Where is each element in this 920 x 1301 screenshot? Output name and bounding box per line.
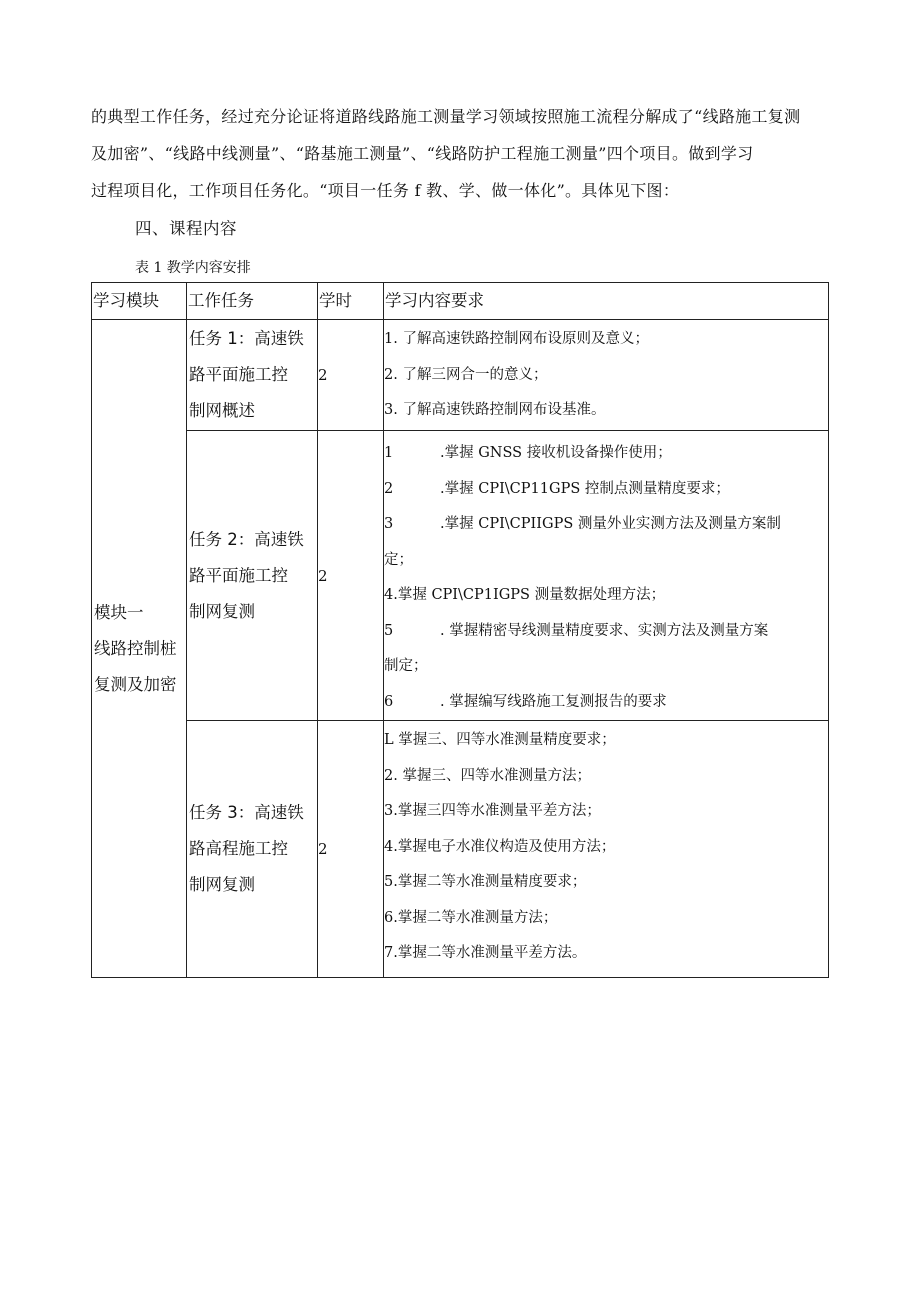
task-name-line: 任务 2：高速铁 [189, 529, 304, 549]
task-name-line: 制网概述 [189, 401, 255, 420]
intro-line: 过程项目化，工作项目任务化。“项目一任务 f 教、学、做一体化”。具体见下图： [91, 181, 680, 200]
task-name-line: 制网复测 [189, 875, 255, 894]
header-module: 学习模块 [92, 283, 187, 320]
section-heading: 四、课程内容 [135, 219, 237, 238]
requirement-item: 1 .掌握 GNSS 接收机设备操作使用； [384, 445, 672, 461]
table-row [92, 431, 829, 721]
requirement-item: L 掌握三、四等水准测量精度要求； [384, 732, 616, 748]
table-caption: 表 1 教学内容安排 [135, 260, 251, 276]
task-name-line: 路平面施工控 [189, 365, 288, 384]
requirement-item: 2 .掌握 CPI\CP11GPS 控制点测量精度要求； [384, 480, 730, 497]
intro-paragraph [91, 98, 831, 209]
module-line: 线路控制桩 [94, 638, 177, 658]
requirement-item: 2. 了解三网合一的意义； [384, 366, 548, 383]
requirement-item: 4.掌握 CPI\CP1IGPS 测量数据处理方法； [384, 587, 666, 603]
task-name-line: 任务 3：高速铁 [189, 803, 304, 822]
module-line: 复测及加密 [94, 674, 177, 694]
header-hours: 学时 [318, 283, 384, 320]
requirement-item: 7.掌握二等水准测量平差方法。 [384, 945, 587, 961]
requirements-cell [384, 431, 829, 721]
requirement-item: 5.掌握二等水准测量精度要求； [384, 874, 587, 890]
requirement-item: 3 .掌握 CPI\CPIIGPS 测量外业实测方法及测量方案制 [384, 516, 781, 532]
requirement-item: 制定； [384, 658, 428, 674]
task-name-line: 任务 1：高速铁 [189, 329, 304, 348]
table-row [92, 721, 829, 978]
requirement-item: 3. 了解高速铁路控制网布设基准。 [384, 402, 606, 418]
task-cell [187, 320, 318, 431]
table-row [92, 320, 829, 431]
module-line: 模块一 [94, 602, 144, 622]
requirement-item: 6 . 掌握编写线路施工复测报告的要求 [384, 693, 667, 710]
content-table [91, 282, 829, 978]
requirements-cell [384, 721, 829, 978]
intro-line: 及加密”、“线路中线测量”、“路基施工测量”、“线路防护工程施工测量”四个项目。做到学习 [91, 144, 754, 163]
requirement-item: 5 . 掌握精密导线测量精度要求、实测方法及测量方案 [384, 622, 769, 639]
requirement-item: 6.掌握二等水准测量方法； [384, 909, 558, 926]
hours-cell: 2 [318, 431, 384, 721]
requirement-item: 1. 了解高速铁路控制网布设原则及意义； [384, 331, 649, 347]
hours-cell: 2 [318, 320, 384, 431]
task-name-line: 制网复测 [189, 601, 255, 621]
header-requirements: 学习内容要求 [384, 283, 829, 320]
requirements-cell [384, 320, 829, 431]
requirement-item: 4.掌握电子水准仪构造及使用方法； [384, 838, 616, 855]
hours-cell: 2 [318, 721, 384, 978]
requirement-item: 定； [384, 551, 413, 568]
task-cell [187, 721, 318, 978]
task-name-line: 路高程施工控 [189, 839, 288, 858]
header-task: 工作任务 [187, 283, 318, 320]
module-cell [92, 320, 187, 978]
requirement-item: 2. 掌握三、四等水准测量方法； [384, 767, 591, 784]
intro-line: 的典型工作任务，经过充分论证将道路线路施工测量学习领域按照施工流程分解成了“线路施工复测 [91, 107, 801, 126]
task-name-line: 路平面施工控 [189, 565, 288, 585]
requirement-item: 3.掌握三四等水准测量平差方法； [384, 803, 601, 819]
task-cell [187, 431, 318, 721]
table-header-row [92, 283, 829, 320]
